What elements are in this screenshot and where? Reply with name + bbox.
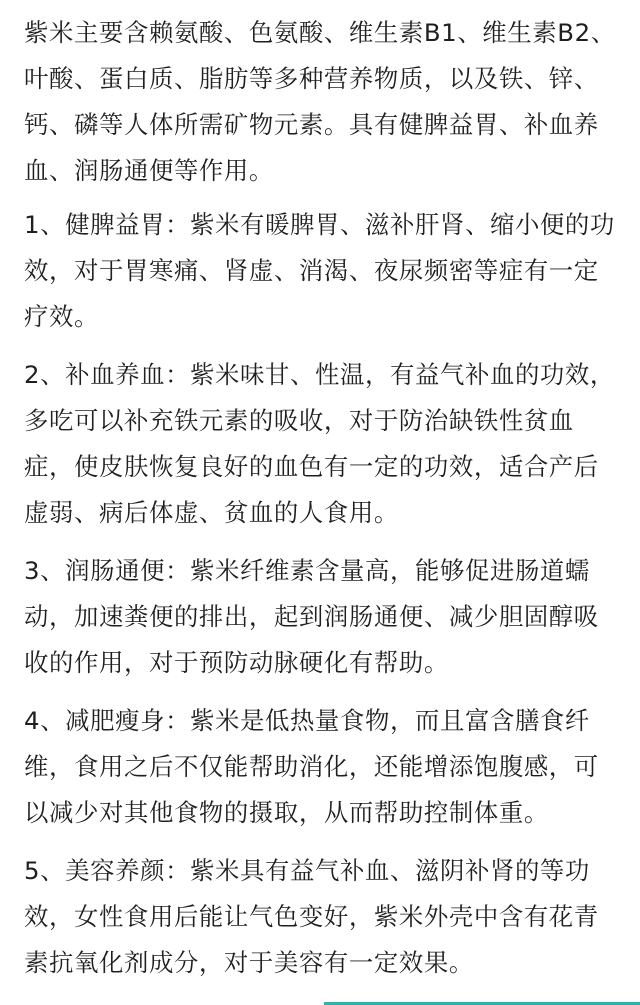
benefit-paragraph-spleen: 1、健脾益胃：紫米有暖脾胃、滋补肝肾、缩小便的功效，对于胃寒痛、肾虚、消渴、夜尿频密等症有一定疗效。 (24, 210, 615, 331)
benefit-paragraph-beauty: 5、美容养颜：紫米具有益气补血、滋阴补肾的等功效，女性食用后能让气色变好，紫米外壳中含有花青素抗氧化剂成分，对于美容有一定效果。 (24, 856, 599, 977)
benefit-paragraph-bowel: 3、润肠通便：紫米纤维素含量高，能够促进肠道蠕动，加速粪便的排出，起到润肠通便、减少胆固醇吸收的作用，对于预防动脉硬化有帮助。 (24, 556, 599, 677)
benefit-paragraph-blood: 2、补血养血：紫米味甘、性温，有益气补血的功效，多吃可以补充铁元素的吸收，对于防治缺铁性贫血症，使皮肤恢复良好的血色有一定的功效，适合产后虚弱、病后体虚、贫血的人食用。 (24, 360, 615, 527)
benefit-paragraph-weight: 4、减肥瘦身：紫米是低热量食物，而且富含膳食纤维，食用之后不仅能帮助消化，还能增添饱腹感，可以减少对其他食物的摄取，从而帮助控制体重。 (24, 706, 599, 827)
intro-paragraph: 紫米主要含赖氨酸、色氨酸、维生素B1、维生素B2、叶酸、蛋白质、脂肪等多种营养物质，以及铁、锌、钙、磷等人体所需矿物元素。具有健脾益胃、补血养血、润肠通便等作用。 (24, 18, 616, 185)
